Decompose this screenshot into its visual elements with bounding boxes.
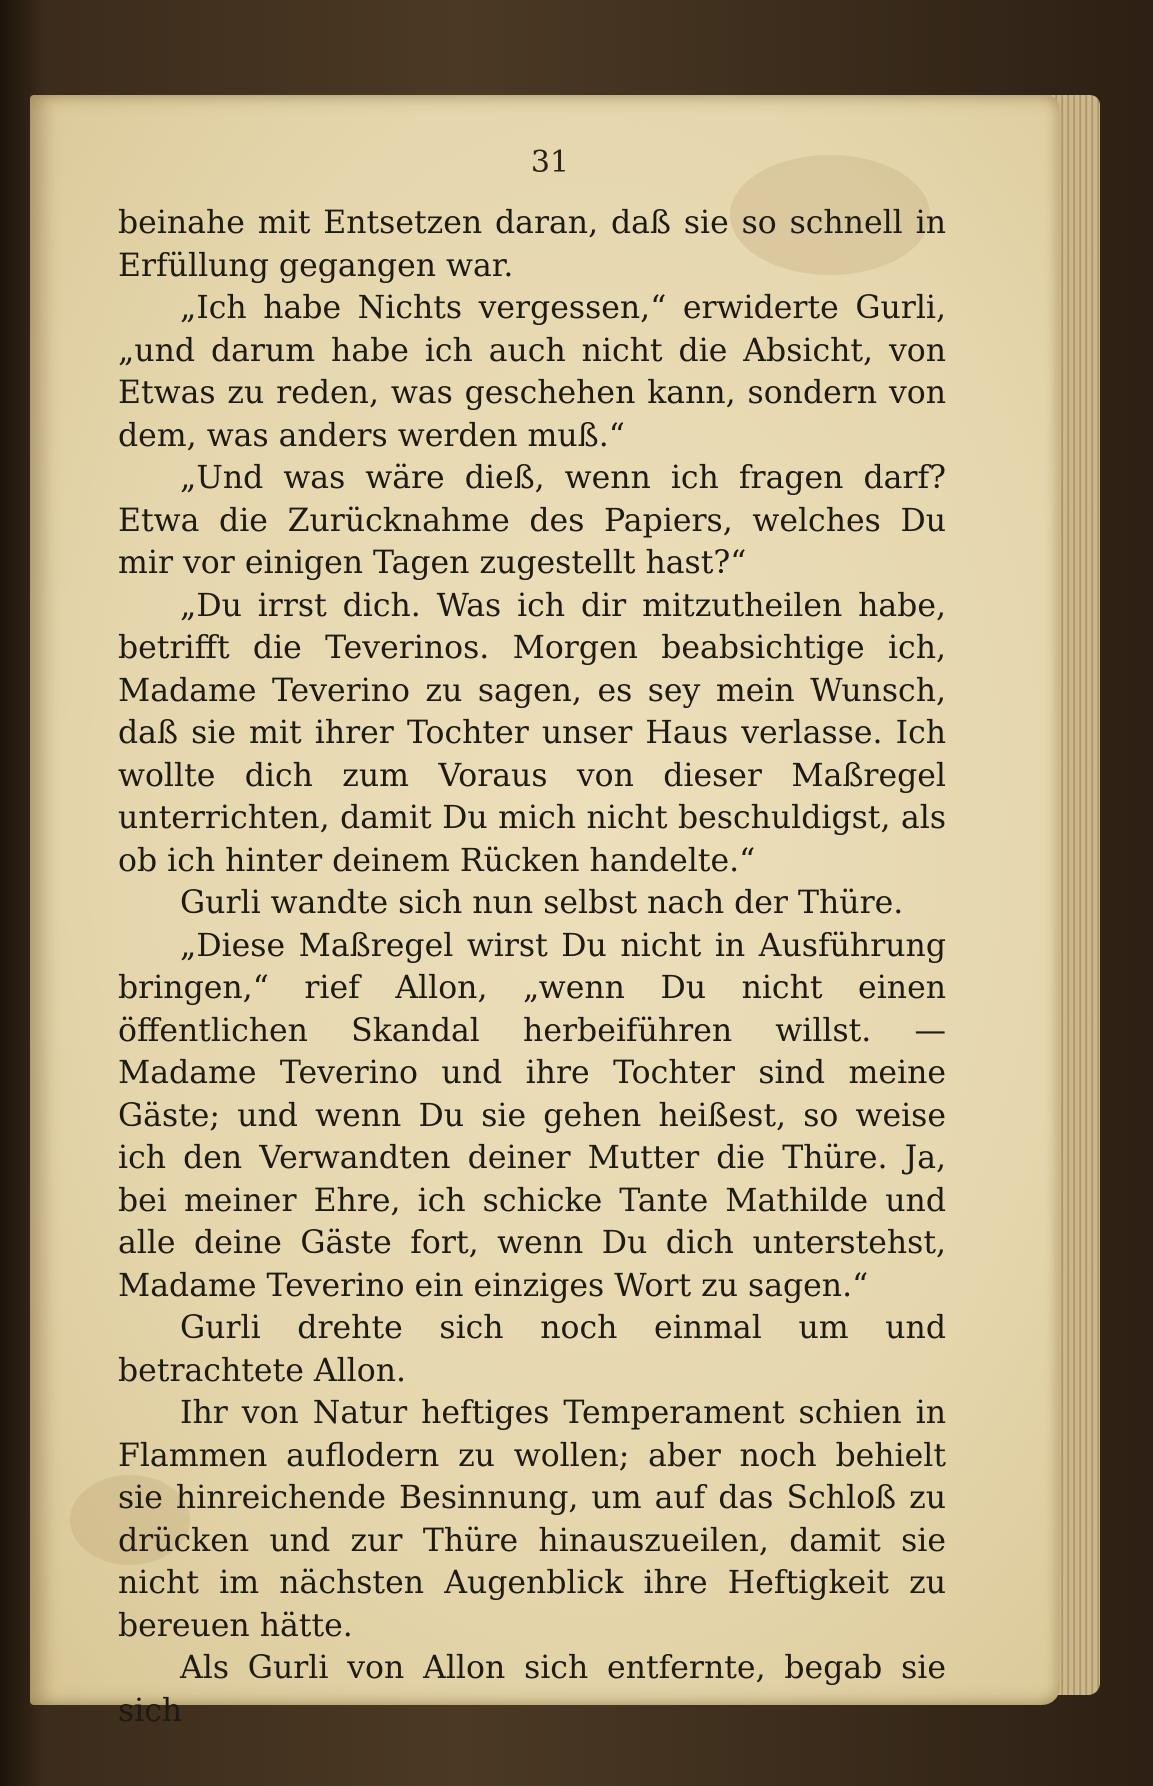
page-number: 31 — [530, 145, 570, 180]
paragraph: Gurli wandte sich nun selbst nach der Thüre. — [180, 885, 904, 921]
paragraph: „Ich habe Nichts vergessen,“ erwiderte Gurli, „und darum habe ich auch nicht die Absicht, von Etwas zu reden, was geschehen kann, sondern von dem, was anders werden muß.“ — [118, 290, 946, 454]
paragraph: „Und was wäre dieß, wenn ich fragen darf? Etwa die Zurücknahme des Papiers, welches Du mir vor einigen Tagen zugestellt hast?“ — [118, 460, 946, 581]
paragraph: beinahe mit Entsetzen daran, daß sie so schnell in Erfüllung gegangen war. — [118, 205, 946, 284]
paragraph: Ihr von Natur heftiges Temperament schien in Flammen auflodern zu wollen; aber noch behielt sie hinreichende Besinnung, um auf das Schloß zu drücken und zur Thüre hinauszueilen, damit sie nicht im nächsten Augenblick ihre Heftigkeit zu bereuen hätte. — [118, 1395, 946, 1644]
paragraph: „Du irrst dich. Was ich dir mitzutheilen habe, betrifft die Teverinos. Morgen beabsichtige ich, Madame Teverino zu sagen, es sey mein Wunsch, daß sie mit ihrer Tochter unser Haus verlasse. Ich wollte dich zum Voraus von dieser Maßregel unterrichten, damit Du mich nicht beschuldigst, als ob ich hinter deinem Rücken handelte.“ — [118, 587, 946, 879]
paragraph: „Diese Maßregel wirst Du nicht in Ausführung bringen,“ rief Allon, „wenn Du nicht einen öffentlichen Skandal herbeiführen willst. — Madame Teverino und ihre Tochter sind meine Gäste; und wenn Du sie gehen heißest, so weise ich den Verwandten deiner Mutter die Thüre. Ja, bei meiner Ehre, ich schicke Tante Mathilde und alle deine Gäste fort, wenn Du dich unterstehst, Madame Teverino ein einziges Wort zu sagen.“ — [118, 927, 946, 1304]
body-text — [118, 202, 946, 1732]
paragraph: Als Gurli von Allon sich entfernte, begab sie sich — [118, 1650, 946, 1729]
paragraph: Gurli drehte sich noch einmal um und betrachtete Allon. — [118, 1310, 946, 1389]
